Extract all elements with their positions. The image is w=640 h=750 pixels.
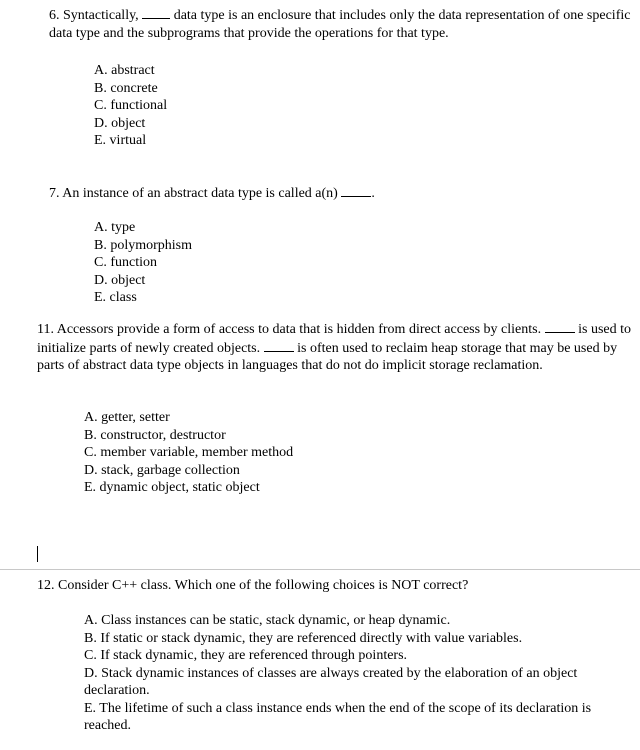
question-number: 7.: [49, 186, 60, 201]
option: A. type: [94, 220, 136, 235]
option: E. virtual: [94, 133, 147, 148]
question-number: 12.: [37, 578, 55, 593]
option: D. Stack dynamic instances of classes are always created by the elaboration of an object declaration.: [84, 665, 578, 698]
answer-blank: [264, 339, 294, 352]
question-7-options: [94, 219, 192, 307]
option: A. Class instances can be static, stack dynamic, or heap dynamic.: [84, 613, 451, 628]
option: D. object: [94, 115, 146, 131]
question-6-stem: [49, 6, 634, 42]
option: D. object: [94, 272, 146, 288]
stem-text: An instance of an abstract data type is called a(n): [62, 186, 342, 201]
answer-blank: [545, 320, 575, 333]
page-divider: [0, 569, 640, 570]
question-6-options: [94, 62, 167, 150]
stem-text: is used to initialize parts of newly created objects.: [37, 322, 631, 356]
option: C. member variable, member method: [84, 445, 294, 460]
stem-text: Consider C++ class. Which one of the following choices is NOT correct?: [58, 578, 469, 593]
question-number: 6.: [49, 8, 60, 23]
stem-text: Syntactically,: [63, 8, 143, 23]
text-cursor: [37, 546, 38, 562]
option: B. constructor, destructor: [84, 427, 226, 443]
question-7-stem: [49, 184, 634, 203]
answer-blank: [142, 6, 170, 19]
option: C. If stack dynamic, they are referenced through pointers.: [84, 648, 408, 663]
option: A. getter, setter: [84, 410, 170, 425]
option: A. abstract: [94, 63, 155, 78]
option: B. If static or stack dynamic, they are referenced directly with value variables.: [84, 630, 523, 646]
question-11-options: [84, 409, 293, 497]
option: B. concrete: [94, 80, 158, 96]
option: E. dynamic object, static object: [84, 480, 260, 495]
option: C. function: [94, 255, 157, 270]
option: C. functional: [94, 98, 168, 113]
answer-blank: [341, 184, 371, 197]
question-12-stem: [37, 577, 632, 595]
option: D. stack, garbage collection: [84, 462, 240, 478]
stem-text: .: [371, 186, 375, 201]
stem-text: data type is an enclosure that includes only the data representation of one specific data type and the subprograms that provide the operations for that type.: [49, 8, 631, 41]
question-12-options: [84, 612, 632, 735]
question-number: 11.: [37, 322, 54, 337]
option: E. The lifetime of such a class instance ends when the end of the scope of its declaration is reached.: [84, 700, 592, 733]
stem-text: is often used to reclaim heap storage that may be used by parts of abstract data type objects in languages that do not do implicit storage reclamation.: [37, 340, 618, 373]
option: B. polymorphism: [94, 237, 193, 253]
question-11-stem: [37, 320, 637, 375]
option: E. class: [94, 290, 137, 305]
stem-text: Accessors provide a form of access to data that is hidden from direct access by clients.: [56, 322, 545, 337]
